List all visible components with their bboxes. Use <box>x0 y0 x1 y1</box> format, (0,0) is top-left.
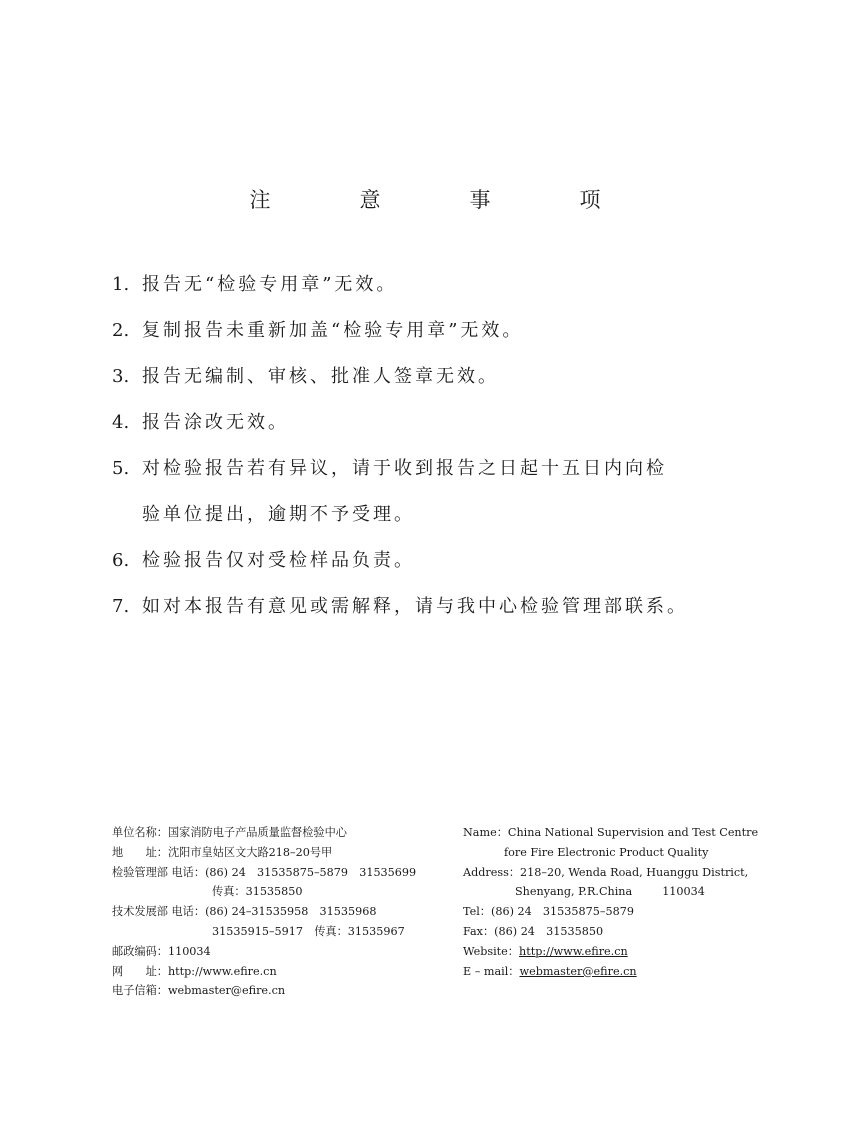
address-value: 沈阳市皇姑区文大路218–20号甲 <box>167 845 333 859</box>
tech-fax-value: 31535967 <box>347 924 405 938</box>
en-email-link[interactable]: webmaster@efire.cn <box>519 964 637 978</box>
en-address-value: 218–20, Wenda Road, Huanggu District, <box>520 865 749 879</box>
list-item <box>112 584 752 630</box>
postcode-label: 邮政编码： <box>112 944 168 958</box>
item-text: 检验报告仅对受检样品负责。 <box>142 550 415 571</box>
item-number: 3. <box>112 366 130 387</box>
en-address-value-2: Shenyang, P.R.China <box>515 885 633 899</box>
contact-info-english <box>463 823 793 981</box>
inspection-dept-label: 检验管理部 电话： <box>112 865 206 879</box>
list-item <box>112 400 752 446</box>
item-number: 6. <box>112 550 130 571</box>
item-text: 报告无“检验专用章”无效。 <box>142 274 398 295</box>
item-text-continued: 验单位提出，逾期不予受理。 <box>142 504 415 525</box>
postcode-value: 110034 <box>167 944 211 958</box>
website-value: http://www.efire.cn <box>167 964 277 978</box>
name-label: Name： <box>463 826 508 839</box>
tel-label: Tel： <box>463 905 491 919</box>
en-website-label: Website： <box>463 944 519 958</box>
name-row-2 <box>463 843 793 863</box>
inspection-fax-label: 传真： <box>212 885 246 899</box>
item-text: 报告涂改无效。 <box>142 412 289 433</box>
item-text: 报告无编制、审核、批准人签章无效。 <box>142 366 499 387</box>
en-postcode: 110034 <box>662 885 705 899</box>
name-value: China National Supervision and Test Centre <box>507 826 759 839</box>
item-number: 1. <box>112 274 130 295</box>
email-value: webmaster@efire.cn <box>167 984 286 998</box>
inspection-dept-tel: (86) 24 31535875–5879 31535699 <box>205 865 417 879</box>
item-number: 4. <box>112 412 130 433</box>
en-email-label: E – mail： <box>463 964 520 978</box>
fax-row <box>463 922 793 942</box>
address-row <box>112 843 442 863</box>
unit-row <box>112 823 442 843</box>
item-text: 如对本报告有意见或需解释，请与我中心检验管理部联系。 <box>142 596 688 617</box>
tech-dept-tel-2: 31535915–5917 <box>212 924 304 938</box>
tech-fax-label: 传真： <box>314 924 348 938</box>
item-number: 2. <box>112 320 130 341</box>
list-item <box>112 446 752 538</box>
fax-value: (86) 24 31535850 <box>494 924 604 938</box>
name-row <box>463 823 793 843</box>
en-email-row <box>463 962 793 982</box>
postcode-row <box>112 942 442 962</box>
inspection-fax-row <box>112 882 442 902</box>
email-label: 电子信箱： <box>112 984 168 998</box>
tel-row <box>463 902 793 922</box>
en-address-label: Address： <box>463 865 521 879</box>
en-website-link[interactable]: http://www.efire.cn <box>519 944 628 958</box>
page-title: 注 意 事 项 <box>249 188 635 212</box>
notice-list <box>112 262 752 630</box>
fax-label: Fax： <box>463 924 495 938</box>
contact-info-chinese <box>112 823 442 1001</box>
website-row <box>112 962 442 982</box>
item-text: 复制报告未重新加盖“检验专用章”无效。 <box>142 320 524 341</box>
en-address-row-2 <box>463 882 793 902</box>
unit-label: 单位名称： <box>112 826 168 839</box>
website-label: 网 址： <box>112 964 168 978</box>
list-item <box>112 538 752 584</box>
address-label: 地 址： <box>112 845 168 859</box>
unit-name: 国家消防电子产品质量监督检验中心 <box>167 826 347 839</box>
email-row <box>112 981 442 1001</box>
inspection-dept-row <box>112 863 442 883</box>
tech-dept-label: 技术发展部 电话： <box>112 905 206 919</box>
tel-value: (86) 24 31535875–5879 <box>490 905 634 919</box>
item-text: 对检验报告若有异议，请于收到报告之日起十五日内向检 <box>142 458 667 479</box>
item-text-wrap <box>142 446 752 538</box>
tech-dept-row-2 <box>112 922 442 942</box>
en-address-row <box>463 863 793 883</box>
item-number: 5. <box>112 458 130 479</box>
list-item <box>112 308 752 354</box>
name-value-2: fore Fire Electronic Product Quality <box>504 845 709 859</box>
list-item <box>112 354 752 400</box>
tech-dept-tel: (86) 24–31535958 31535968 <box>205 905 377 919</box>
tech-dept-row <box>112 902 442 922</box>
list-item <box>112 262 752 308</box>
item-number: 7. <box>112 596 130 617</box>
inspection-fax-value: 31535850 <box>245 885 303 899</box>
en-website-row <box>463 942 793 962</box>
